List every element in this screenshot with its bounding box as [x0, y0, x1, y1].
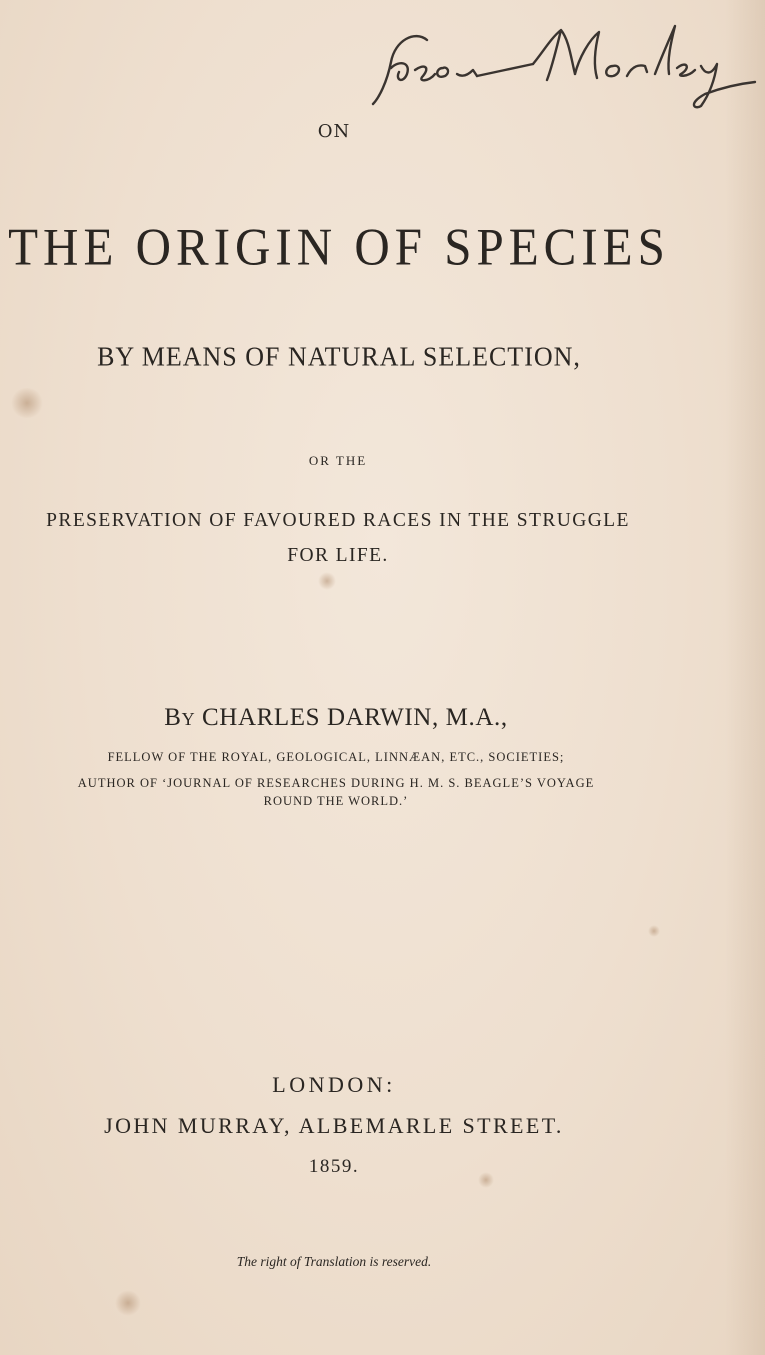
imprint-city: LONDON: — [272, 1072, 396, 1097]
foxing-spot — [318, 572, 336, 590]
author-credentials-line-1: FELLOW OF THE ROYAL, GEOLOGICAL, LINNÆAN, ETC., SOCIETIES; — [107, 750, 565, 764]
author-line — [0, 704, 672, 732]
book-title: THE ORIGIN OF SPECIES — [8, 216, 670, 277]
author-name: CHARLES DARWIN, M.A., — [195, 704, 508, 731]
book-subtitle: BY MEANS OF NATURAL SELECTION, — [97, 341, 581, 372]
author-prefix-rest: Y — [181, 709, 196, 729]
alternate-title-line-1: PRESERVATION OF FAVOURED RACES IN THE STRUGGLE — [46, 510, 630, 531]
imprint-publisher: JOHN MURRAY, ALBEMARLE STREET. — [104, 1113, 564, 1138]
foxing-spot — [648, 925, 660, 937]
handwritten-signature — [365, 18, 760, 113]
translation-rights-note: The right of Translation is reserved. — [236, 1254, 432, 1269]
author-prefix-initial: B — [164, 704, 182, 731]
title-word-on: ON — [317, 121, 351, 142]
author-credentials-line-2: AUTHOR OF ‘JOURNAL OF RESEARCHES DURING H. M. S. BEAGLE’S VOYAGE — [77, 776, 595, 790]
paper-edge-shading — [725, 0, 765, 1355]
alternate-title-line-2: FOR LIFE. — [287, 545, 389, 566]
author-credentials-line-3: ROUND THE WORLD.’ — [263, 794, 409, 808]
foxing-spot — [115, 1290, 141, 1316]
foxing-spot — [10, 388, 44, 418]
imprint-year: 1859. — [308, 1156, 360, 1177]
title-connector-or-the: OR THE — [308, 453, 368, 468]
